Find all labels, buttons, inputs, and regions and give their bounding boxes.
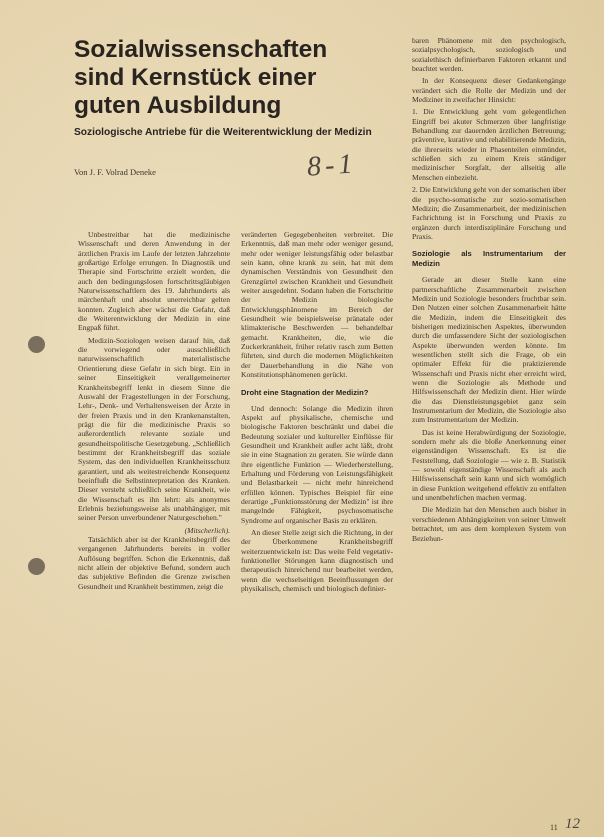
- list-item: 1. Die Entwicklung geht vom gelegentlichen Eingriff bei akuter Schmerzen über langfristige Behandlung zur dauernden ärztlichen Betreuung; präventive, kurative und rehabilitierende Medizin, die ihrerseits wieder in Phasenteilen einmündet, schließen sich zu einem Kreis ständiger medizinischer Sorgfalt, der allseitig alle Menschen einbezieht.: [412, 107, 566, 182]
- text-column-3: [412, 36, 566, 810]
- section-heading: Droht eine Stagnation der Medizin?: [241, 387, 369, 397]
- paragraph: Und dennoch: Solange die Medizin ihren Aspekt auf physikalische, chemische und biologische Faktoren beschränkt und dabei die Bedeutung sozialer und kultureller Einflüsse für Gesundheit und Krankheit außer acht läßt, droht sie in eine Stagnation zu geraten. Sie würde dann ihre eigentliche Funktion — Wiederherstellung, Erhaltung und Förderung von Leistungsfähigkeit und Belastbarkeit — nicht mehr hinreichend erfüllen können. Typisches Beispiel für eine derartige „Funktionsstörung der Medizin" ist ihre mangelnde Fähigkeit, psychosomatische Syndrome auf organischer Basis zu erklären.: [241, 403, 393, 525]
- paragraph: In der Konsequenz dieser Gedankengänge verändert sich die Rolle der Medizin und der Mediziner in zweifacher Hinsicht:: [412, 76, 566, 105]
- article-byline: Von J. F. Volrad Deneke: [74, 167, 156, 177]
- paragraph: Das ist keine Herabwürdigung der Soziologie, sondern mehr als die bloße Anerkennung einer eigenständigen Wissenschaft. Es ist die Feststellung, daß Soziologie — wie z. B. Statistik — sowohl eigenständige Wissenschaft als auch Hilfswissenschaft sein kann und sich womöglich in diese Funktion weitgehend effektiv zu entfalten und unentbehrlichen machen vermag.: [412, 427, 566, 503]
- paragraph: Gerade an dieser Stelle kann eine partnerschaftliche Zusammenarbeit zwischen Medizin und Soziologie besonders fruchtbar sein. Den Nutzen einer solchen Zusammenarbeit hätte die Medizin, indem die Einseitigkeit des bisherigen medizinischen Aspektes, überwunden durch die umfassendere Sicht der soziologischen Aspekte überwunden werden könnte. Im wesentlichen stellt sich die Frage, ob ein optimaler Effekt für die praktizierende Wissenschaft und Praxis nicht eher erreicht wird, wenn die Soziologie als Methode und Hilfswissenschaft der Medizin dient. Hier würde die das Dienstleistungsgebiet ganz sein Instrumentarium der Medizin, die Soziologie also zum Instrumentarium der Medizin.: [412, 275, 566, 425]
- paragraph: veränderten Gegegebenheiten verbreitet. Die Erkenntnis, daß man mehr oder weniger gesund, mehr oder weniger leistungsfähig oder belastbar sein kann, ohne krank zu sein, hat mit dem dynamischen Verständnis von Gesundheit den Grenzgürtel zwischen Krankheit und Gesundheit weiter ausgedehnt. Sodann haben die Fortschritte der Medizin biologische Entwicklungsphänomene im Bereich der Gesundheit wie beispielsweise pränatale oder klimakterische Beschwerden — behandelbar gemacht. Krankheiten, die, wie die Zuckerkrankheit, früher relativ rasch zum Betten führten, sind durch die modernen Möglichkeiten der Dauerbehandlung in die Nähe von Konstitutionsphänomenen gerückt.: [241, 230, 393, 380]
- paragraph: Tatsächlich aber ist der Krankheitsbegriff des vergangenen Jahrhunderts bereits in voller Auflösung begriffen. Schon die Erkenntnis, daß nicht allein der objektive Befund, sondern auch das subjektive Befinden die Grenze zwischen Gesundheit und Krankheit bestimmen, zeigt die: [78, 535, 230, 591]
- paragraph: Medizin-Soziologen weisen darauf hin, daß die vorwiegend oder ausschließlich naturwissenschaftlich materialistische Orientierung diese Gefahr in sich birgt. Ein in seiner Einseitigkeit verallgemeinerter Krankheitsbegriff lenkt in diesem Sinne die Auswahl der Fragestellungen in der Forschung, Lehr-, Denk- und Verhaltensweisen der Ärzte in der freien Praxis und in den Krankenanstalten, prägt die für die medizinische Praxis so außerordentlich relevante soziale und gesundheitspolitische Gesetzgebung. „Schließlich bestimmt der Krankheitsbegriff das soziale System, das den individuellen Krankheitsschutz garantiert, und als weitestreichende Konsequenz beeinflußt die Selbstinterpretation des Kranken. Dieser versteht schließlich seine Krankheit, wie die Wissenschaft es ihn lehrt: als anonymes Erlebnis beziehungsweise als unabhängiger, mit seiner Person unverbundener Naturgeschehen.": [78, 335, 230, 523]
- paragraph: An dieser Stelle zeigt sich die Richtung, in der der Überkommene Krankheitsbegriff weiterzuentwickeln ist: Das weite Feld vegetativ-funktioneller Störungen kann diagnostisch und therapeutisch hinreichend nur bearbeitet werden, wenn die wechselseitigen Beeinflussungen der physikalisch, chemisch und biologisch definier-: [241, 527, 393, 594]
- handwritten-note: 8-1: [305, 148, 358, 183]
- text-column-2: [241, 230, 393, 810]
- paragraph: baren Phänomene mit den psychologisch, sozialpsychologisch, soziologisch und sozialethisch definierbaren Faktoren erkannt und beachtet werden.: [412, 36, 566, 74]
- citation: (Mitscherlich).: [184, 525, 230, 535]
- handwritten-page-number: 12: [565, 816, 580, 832]
- punch-hole: [28, 558, 45, 575]
- text-column-1: [78, 230, 230, 810]
- article-title: Sozialwissenschaften sind Kernstück einer guten Ausbildung: [74, 36, 328, 119]
- paragraph: Die Medizin hat den Menschen auch bisher in verschiedenen Abhängigkeiten von seiner Umwelt betrachtet, um aus dem komplexen System von Beziehun-: [412, 505, 566, 543]
- article-subtitle: Soziologische Antriebe für die Weiterentwicklung der Medizin: [74, 127, 372, 138]
- punch-hole: [28, 336, 45, 353]
- paragraph: Unbestreitbar hat die medizinische Wissenschaft und deren Anwendung in der ärztlichen Praxis im Laufe der letzten Jahrzehnte großartige Erfolge errungen. In Diagnostik und Therapie sind Fortschritte erzielt worden, die auch den bedingungslosen fortschrittsgläubigen Naturwissenschaftlern des 19. Jahrhunderts als märchenhaft und absolut unerreichbar gelten konnten. Zugleich aber wächst die Gefahr, daß die Weiterentwicklung der Medizin in eine Engpaß führt.: [78, 230, 230, 333]
- page-number: 11: [550, 823, 558, 832]
- list-item: 2. Die Entwicklung geht von der somatischen über die psycho-somatische zur sozio-somatischen Medizin; die Zusammenarbeit, der medizinischen Fachrichtung ist in Forschung und Praxis zu ergänzen durch interdisziplinäre Forschung und Praxis.: [412, 185, 566, 241]
- section-heading: Soziologie als Instrumentarium der Medizin: [412, 249, 566, 269]
